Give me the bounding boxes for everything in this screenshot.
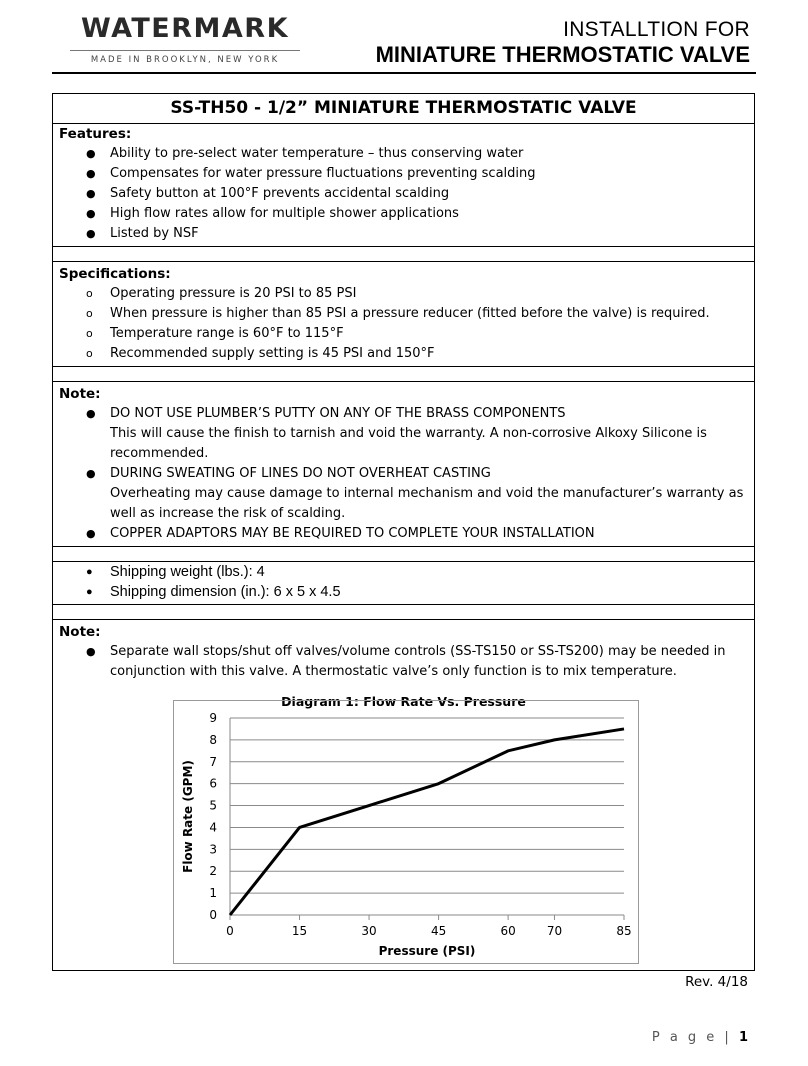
logo-tagline: MADE IN BROOKLYN, NEW YORK	[90, 55, 280, 65]
bullet-icon: ●	[86, 407, 96, 420]
spec-item: o When pressure is higher than 85 PSI a pressure reducer (fitted before the valve) is required.	[53, 304, 754, 324]
features-section	[53, 124, 754, 262]
y-tick-label: 1	[209, 886, 217, 901]
shipping-item: ● Shipping dimension (in.): 6 x 5 x 4.5	[86, 584, 341, 600]
section-divider	[53, 246, 754, 262]
feature-item: ● High flow rates allow for multiple shower applications	[53, 204, 754, 224]
x-tick-label: 0	[226, 924, 234, 938]
chart-svg	[174, 701, 640, 965]
logo-wordmark: WATERMARK	[81, 13, 289, 44]
x-tick-label: 15	[291, 924, 308, 938]
feature-item: ● Safety button at 100°F prevents accidental scalding	[53, 184, 754, 204]
bullet-icon: ●	[86, 207, 96, 220]
section-divider	[53, 604, 754, 620]
x-tick-label: 30	[361, 924, 377, 938]
circle-bullet-icon: o	[86, 307, 93, 320]
spec-item: o Operating pressure is 20 PSI to 85 PSI	[53, 284, 754, 304]
x-tick-label: 45	[430, 924, 447, 938]
bullet-icon: ●	[86, 187, 96, 200]
product-info-box	[52, 93, 755, 971]
note-heading: Note:	[59, 386, 101, 402]
feature-item: ● Listed by NSF	[53, 224, 754, 244]
feature-item: ● Ability to pre-select water temperature – thus conserving water	[53, 144, 754, 164]
document-heading	[376, 18, 750, 68]
page-number: P a g e | 1	[651, 1030, 748, 1045]
x-tick-label: 70	[546, 924, 563, 938]
bullet-icon: ●	[86, 227, 96, 240]
specifications-section	[53, 264, 754, 382]
note-section-2	[53, 622, 754, 682]
x-axis-label: Pressure (PSI)	[378, 944, 476, 958]
features-heading: Features:	[59, 126, 132, 142]
x-tick-label: 60	[500, 924, 516, 938]
specifications-heading: Specifications:	[59, 266, 171, 282]
chart-title: Diagram 1: Flow Rate Vs. Pressure	[281, 694, 526, 709]
section-divider	[53, 366, 754, 382]
shipping-section	[53, 562, 754, 620]
x-tick-label: 85	[616, 924, 632, 938]
y-tick-label: 5	[209, 798, 217, 813]
note-item: ● DO NOT USE PLUMBER’S PUTTY ON ANY OF THE BRASS COMPONENTS This will cause the finish to tarnish and void the warranty. A non-corrosive Alkoxy Silicone is recommended.	[86, 406, 707, 461]
y-tick-label: 7	[209, 754, 217, 769]
note-item: ● DURING SWEATING OF LINES DO NOT OVERHEAT CASTING Overheating may cause damage to internal mechanism and void the manufacturer’s warranty as well as increase the risk of scalding.	[86, 466, 744, 521]
watermark-logo	[66, 14, 304, 65]
note-section	[53, 384, 754, 562]
y-tick-label: 9	[209, 711, 217, 725]
shipping-item: ● Shipping weight (lbs.): 4	[86, 564, 265, 580]
bullet-icon: ●	[86, 467, 96, 480]
bullet-icon: ●	[86, 527, 96, 540]
bullet-icon: ●	[86, 566, 93, 578]
spec-item: o Temperature range is 60°F to 115°F	[53, 324, 754, 344]
flow-rate-line	[230, 729, 624, 915]
circle-bullet-icon: o	[86, 287, 93, 300]
flow-rate-chart	[173, 700, 639, 964]
bullet-icon: ●	[86, 167, 96, 180]
section-divider	[53, 546, 754, 562]
heading-line-2: MINIATURE THERMOSTATIC VALVE	[375, 42, 750, 67]
bullet-icon: ●	[86, 586, 93, 598]
note-item: ● COPPER ADAPTORS MAY BE REQUIRED TO COMPLETE YOUR INSTALLATION	[53, 524, 754, 544]
y-axis-label: Flow Rate (GPM)	[181, 760, 195, 873]
logo-divider	[70, 50, 300, 51]
circle-bullet-icon: o	[86, 347, 93, 360]
revision-label: Rev. 4/18	[685, 974, 748, 990]
y-tick-label: 6	[209, 776, 217, 791]
y-tick-label: 3	[209, 842, 217, 857]
note-item: ● Separate wall stops/shut off valves/volume controls (SS-TS150 or SS-TS200) may be needed in conjunction with this valve. A thermostatic valve’s only function is to mix temperature.	[86, 644, 726, 679]
y-tick-label: 2	[209, 864, 217, 879]
spec-item: o Recommended supply setting is 45 PSI and 150°F	[53, 344, 754, 364]
y-tick-label: 0	[209, 908, 217, 922]
header-rule	[52, 72, 756, 74]
bullet-icon: ●	[86, 645, 96, 658]
feature-item: ● Compensates for water pressure fluctuations preventing scalding	[53, 164, 754, 184]
y-tick-label: 4	[209, 820, 217, 835]
note-heading: Note:	[59, 624, 101, 640]
y-tick-label: 8	[209, 732, 217, 747]
bullet-icon: ●	[86, 147, 96, 160]
circle-bullet-icon: o	[86, 327, 93, 340]
product-title: SS-TH50 - 1/2” MINIATURE THERMOSTATIC VALVE	[53, 94, 754, 124]
heading-line-1: INSTALLTION FOR	[563, 18, 750, 41]
